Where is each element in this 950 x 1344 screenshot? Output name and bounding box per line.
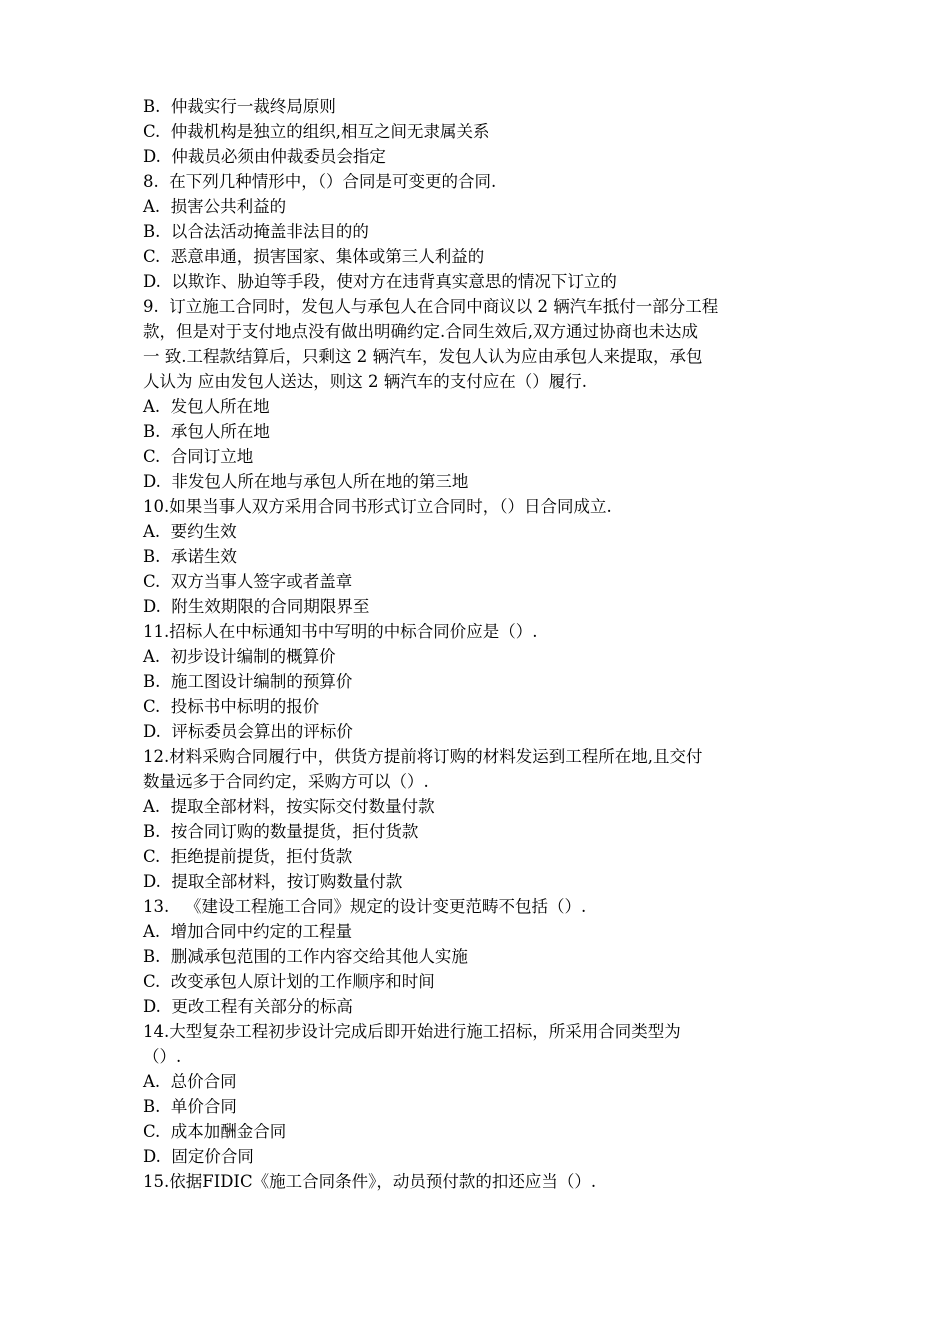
text-line: C. 合同订立地 [143,447,254,466]
text-line: D. 以欺诈、胁迫等手段，使对方在违背真实意思的情况下订立的 [143,272,617,291]
question-9: 9. 订立施工合同时，发包人与承包人在合同中商议以 2 辆汽车抵付一部分工程 [143,297,719,316]
text-line: B. 施工图设计编制的预算价 [143,672,353,691]
text-line: D. 提取全部材料，按订购数量付款 [143,872,403,891]
text-line: C. 恶意串通，损害国家、集体或第三人利益的 [143,247,485,266]
text-line: A. 提取全部材料，按实际交付数量付款 [143,797,435,816]
text-line: 款，但是对于支付地点没有做出明确约定.合同生效后,双方通过协商也未达成 [143,322,698,341]
document-body [143,94,813,1194]
text-line: C. 投标书中标明的报价 [143,697,320,716]
text-line: D. 固定价合同 [143,1147,254,1166]
text-line: B. 承诺生效 [143,547,237,566]
text-line: C. 成本加酬金合同 [143,1122,287,1141]
text-line: 数量远多于合同约定，采购方可以（）. [143,772,429,791]
text-line: A. 损害公共利益的 [143,197,287,216]
text-line: A. 发包人所在地 [143,397,270,416]
text-line: B. 以合法活动掩盖非法目的的 [143,222,369,241]
text-line: B. 删减承包范围的工作内容交给其他人实施 [143,947,468,966]
question-10: 10.如果当事人双方采用合同书形式订立合同时，（）日合同成立. [143,497,612,516]
question-12: 12.材料采购合同履行中，供货方提前将订购的材料发运到工程所在地,且交付 [143,747,703,766]
text-line: B. 承包人所在地 [143,422,270,441]
text-line: D. 仲裁员必须由仲裁委员会指定 [143,147,386,166]
question-15: 15.依据FIDIC《施工合同条件》，动员预付款的扣还应当（）. [143,1172,597,1191]
text-line: B. 按合同订购的数量提货，拒付货款 [143,822,419,841]
text-line: D. 非发包人所在地与承包人所在地的第三地 [143,472,469,491]
text-line: （）. [143,1047,182,1066]
text-line: 人认为 应由发包人送达，则这 2 辆汽车的支付应在（）履行. [143,372,587,391]
text-line: C. 仲裁机构是独立的组织,相互之间无隶属关系 [143,122,490,141]
text-line: A. 增加合同中约定的工程量 [143,922,353,941]
text-line: A. 初步设计编制的概算价 [143,647,336,666]
question-11: 11.招标人在中标通知书中写明的中标合同价应是（）. [143,622,538,641]
text-line: D. 附生效期限的合同期限界至 [143,597,370,616]
question-13: 13. 《建设工程施工合同》规定的设计变更范畴不包括（）. [143,897,587,916]
text-line: D. 评标委员会算出的评标价 [143,722,353,741]
question-14: 14.大型复杂工程初步设计完成后即开始进行施工招标，所采用合同类型为 [143,1022,681,1041]
text-line: C. 改变承包人原计划的工作顺序和时间 [143,972,435,991]
text-line: C. 拒绝提前提货，拒付货款 [143,847,353,866]
text-line: A. 总价合同 [143,1072,237,1091]
text-line: 一 致.工程款结算后，只剩这 2 辆汽车，发包人认为应由承包人来提取，承包 [143,347,703,366]
question-8: 8. 在下列几种情形中，（）合同是可变更的合同. [143,172,497,191]
text-line: D. 更改工程有关部分的标高 [143,997,353,1016]
text-line: A. 要约生效 [143,522,237,541]
text-line: C. 双方当事人签字或者盖章 [143,572,353,591]
text-line: B. 仲裁实行一裁终局原则 [143,97,336,116]
text-line: B. 单价合同 [143,1097,237,1116]
